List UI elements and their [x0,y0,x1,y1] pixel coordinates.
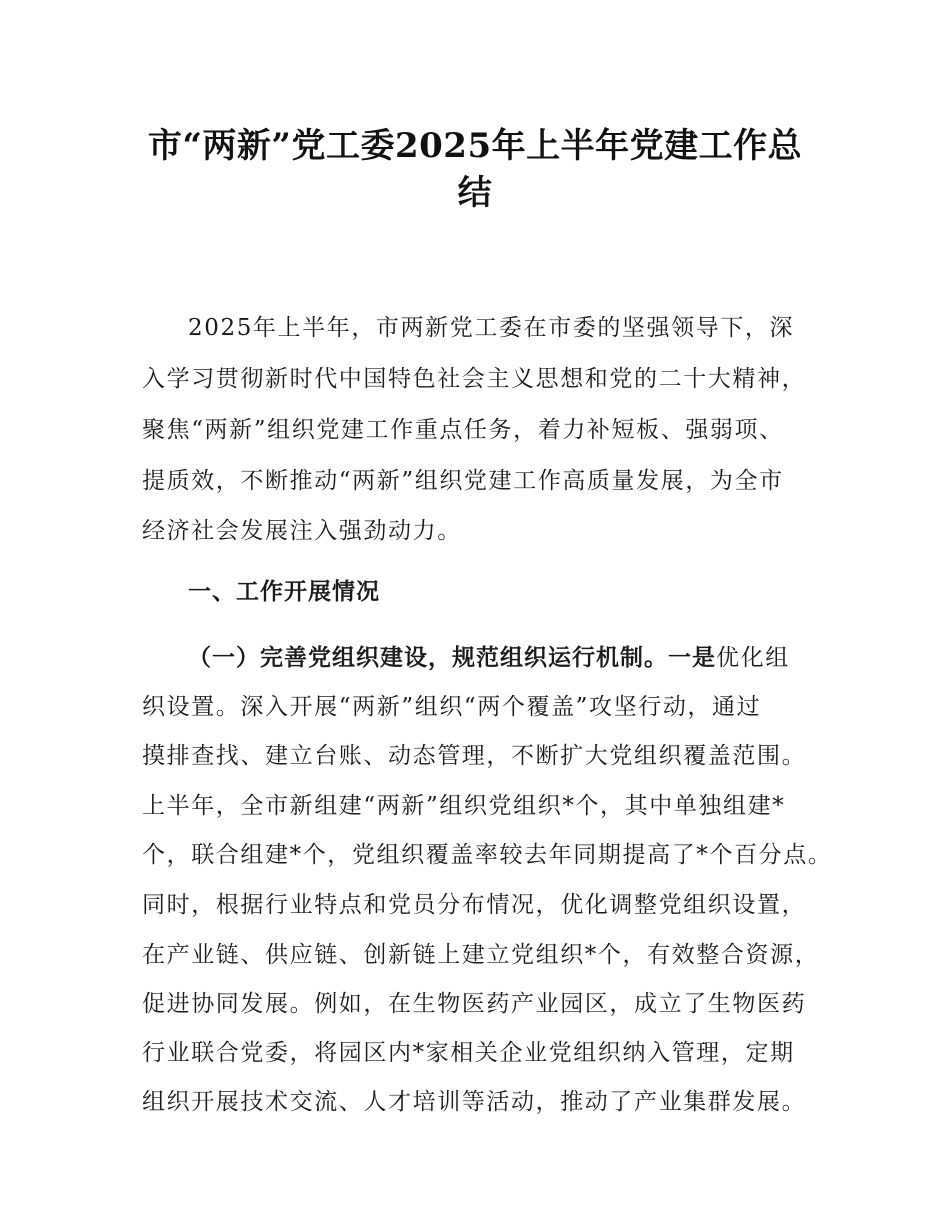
intro-line-3: 聚焦“两新”组织党建工作重点任务，着力补短板、强弱项、 [142,417,784,443]
document-title-line-1: 市“两新”党工委2025年上半年党建工作总 [147,126,803,166]
document-title-line-2: 结 [457,173,493,213]
paragraph-line: 促进协同发展。例如，在生物医药产业园区，成立了生物医药 [142,991,807,1017]
subsection-1-lead: 一是 [668,645,716,671]
section-1-heading: 一、工作开展情况 [188,579,380,605]
paragraph-line: 织设置。深入开展“两新”组织“两个覆盖”攻坚行动，通过 [142,694,762,720]
paragraph-line: 上半年，全市新组建“两新”组织党组织*个，其中单独组建* [142,793,786,819]
paragraph-line: 摸排查找、建立台账、动态管理，不断扩大党组织覆盖范围。 [142,743,807,769]
intro-line-4: 提质效，不断推动“两新”组织党建工作高质量发展，为全市 [142,468,784,494]
intro-line-1: 2025年上半年，市两新党工委在市委的坚强领导下，深 [188,315,795,341]
subsection-1-heading: （一）完善党组织建设，规范组织运行机制。 [188,645,668,671]
paragraph-line: 个，联合组建*个，党组织覆盖率较去年同期提高了*个百分点。 [142,842,833,868]
paragraph-line: 组织开展技术交流、人才培训等活动，推动了产业集群发展。 [142,1089,807,1115]
subsection-1-first-line-rest: 优化组 [716,645,790,671]
paragraph-line: 行业联合党委，将园区内*家相关企业党组织纳入管理，定期 [142,1040,795,1066]
subsection-1-first-line [188,639,790,672]
intro-line-5: 经济社会发展注入强劲动力。 [142,518,462,544]
intro-line-2: 入学习贯彻新时代中国特色社会主义思想和党的二十大精神， [142,366,807,392]
paragraph-line: 在产业链、供应链、创新链上建立党组织*个，有效整合资源， [142,942,820,968]
paragraph-line: 同时，根据行业特点和党员分布情况，优化调整党组织设置， [142,892,807,918]
